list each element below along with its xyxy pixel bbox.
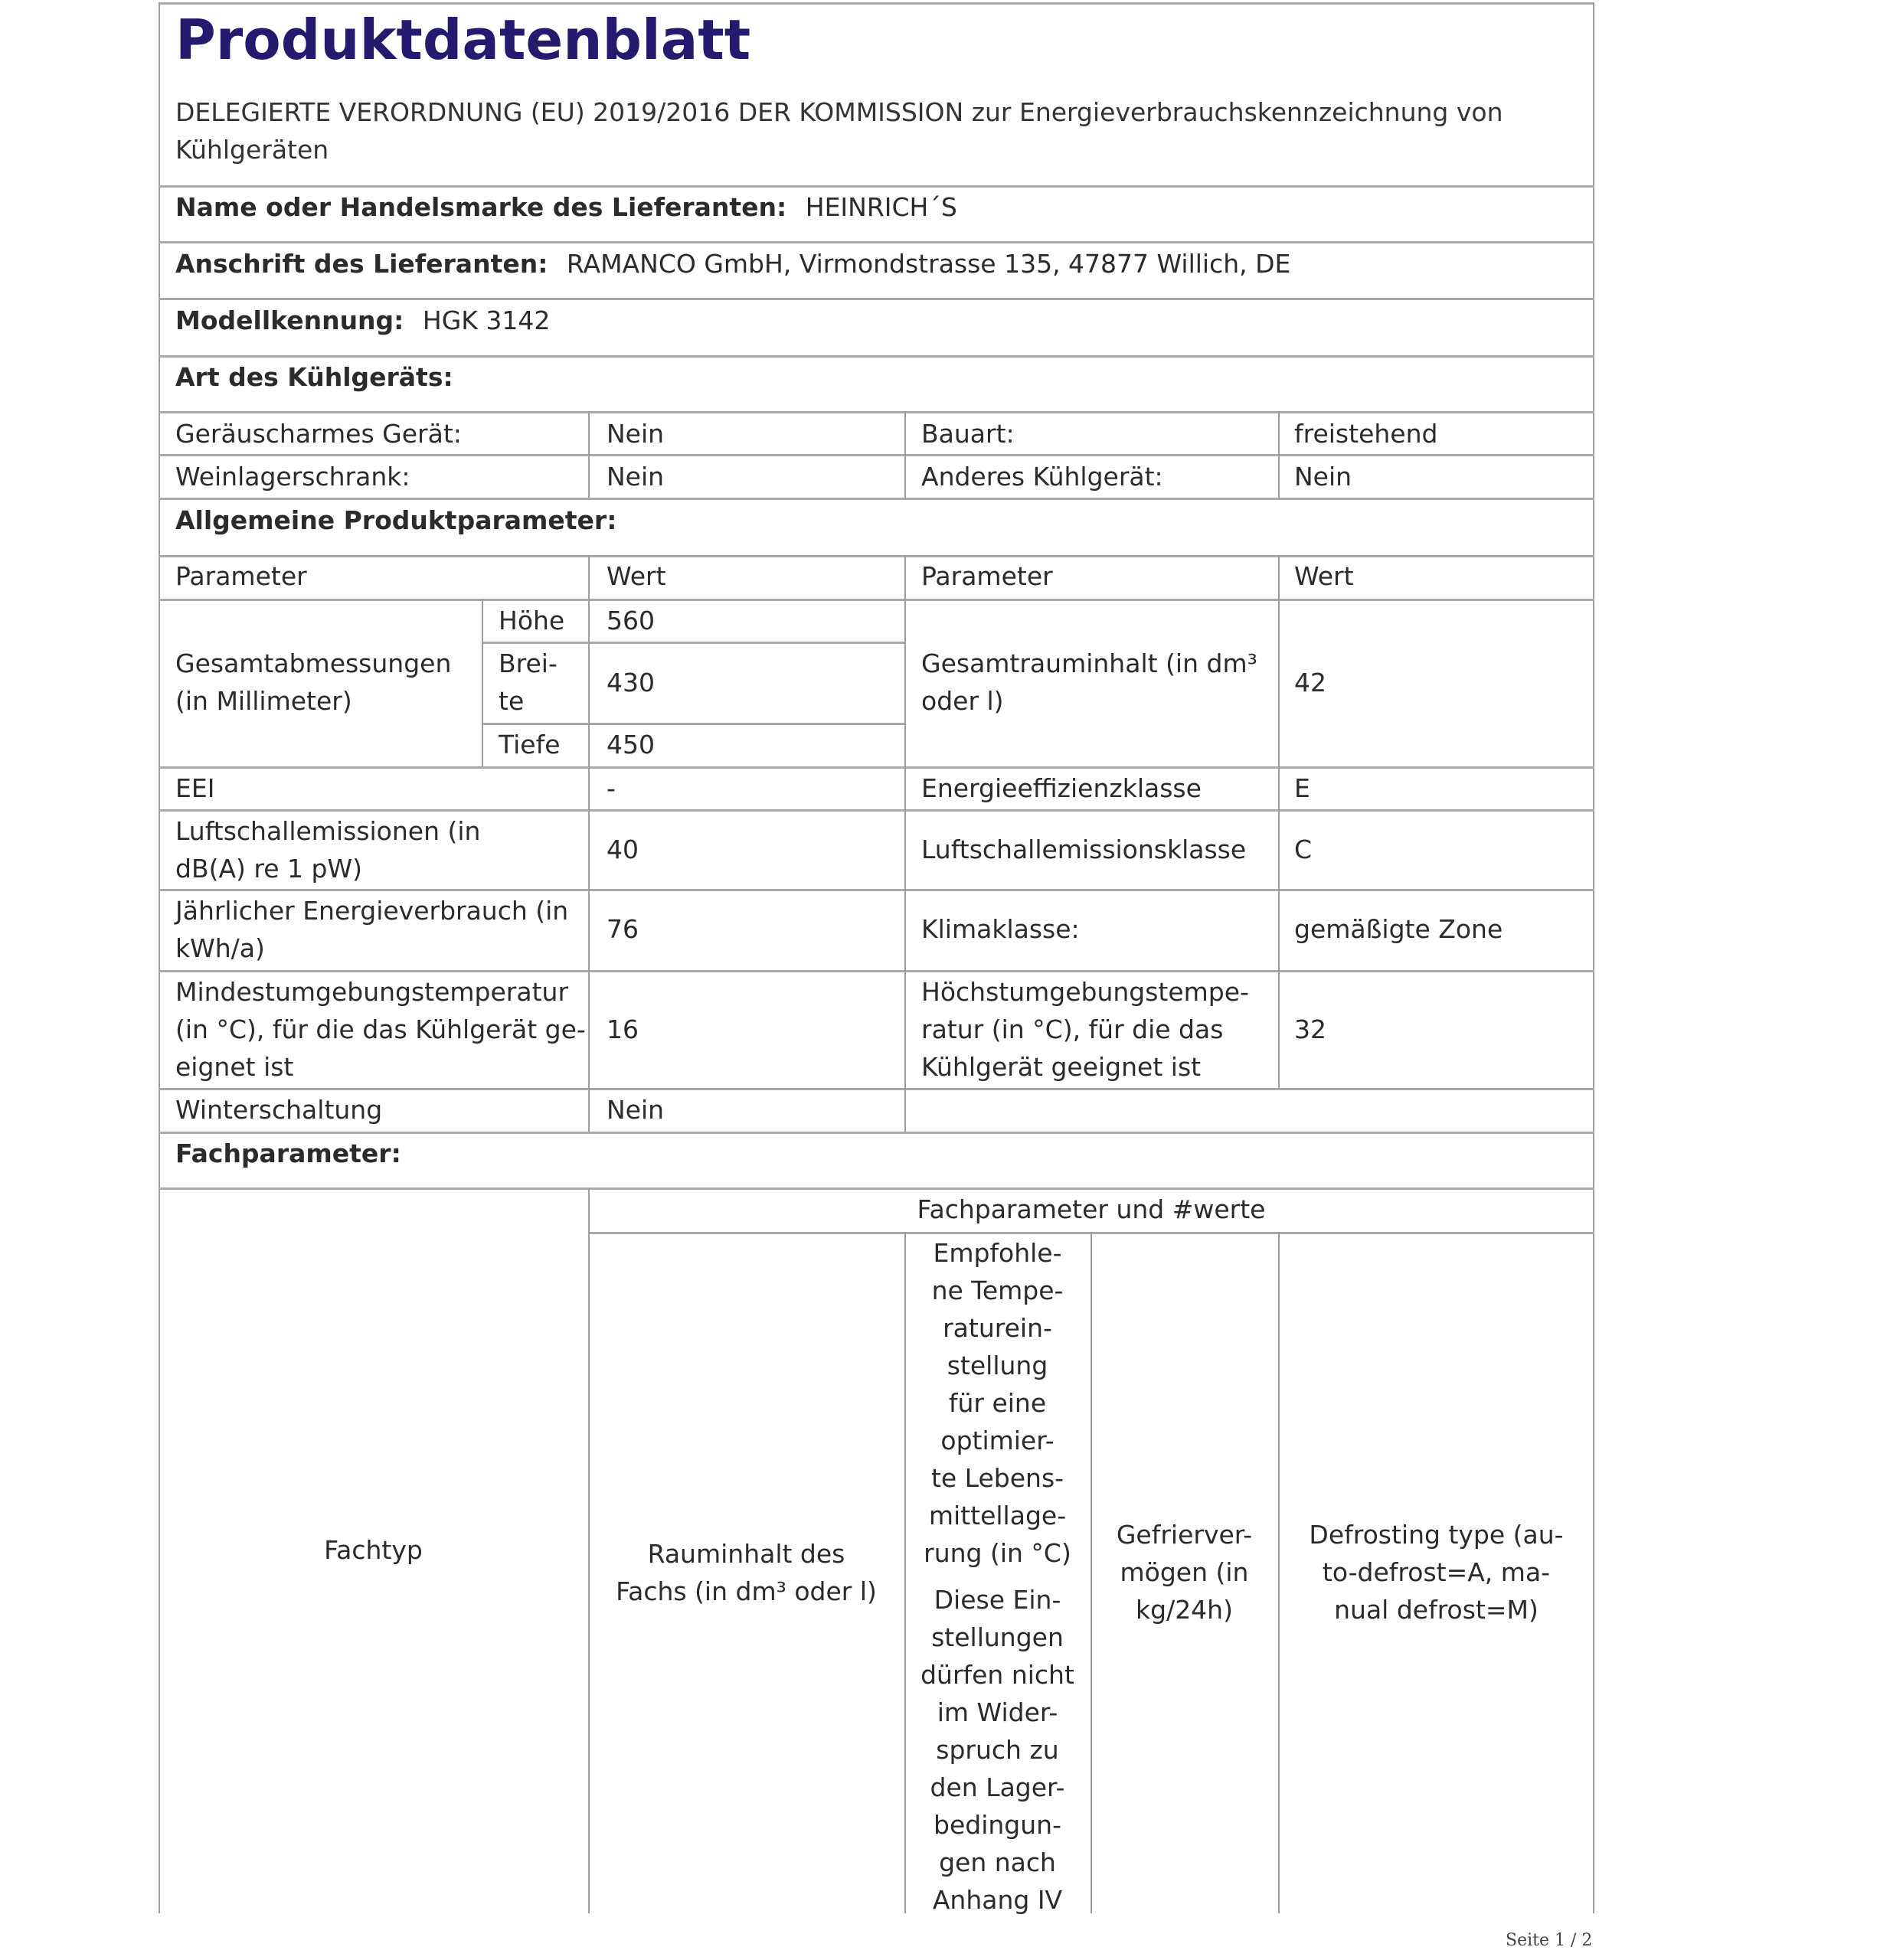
- model-label: Modellkennung:: [175, 305, 404, 335]
- temp-note-line: spruch zu: [936, 1735, 1059, 1765]
- col-divider: [904, 411, 906, 498]
- compartment-group-header: Fachparameter und #werte: [917, 1194, 1266, 1224]
- subtitle-line-1: DELEGIERTE VERORDNUNG (EU) 2019/2016 DER KOMMISSION zur Energieverbrauchskennzeichnung von: [175, 97, 1503, 127]
- divider: [159, 970, 1594, 972]
- col-divider: [482, 599, 483, 766]
- min-temp-label-line-2: (in °C), für die das Kühlgerät ge-: [175, 1014, 586, 1044]
- volume-label: [921, 645, 1257, 720]
- energy-label: [175, 892, 568, 967]
- other-appliance-value: Nein: [1294, 462, 1352, 492]
- min-temp-label: [175, 973, 586, 1086]
- divider: [159, 411, 1594, 413]
- max-temp-label-line-3: Kühlgerät geeignet ist: [921, 1052, 1202, 1082]
- temp-line: ne Tempe-: [931, 1276, 1064, 1305]
- supplier-address-value: RAMANCO GmbH, Virmondstrasse 135, 47877 Willich, DE: [566, 249, 1291, 279]
- width-label: [499, 645, 558, 720]
- divider: [159, 241, 1594, 243]
- noise-value: 40: [607, 835, 639, 864]
- col-compartment-volume: [588, 1535, 904, 1610]
- freeze-line: mögen (in: [1120, 1557, 1249, 1587]
- divider: [159, 599, 1594, 601]
- col-header-value: Wert: [607, 561, 666, 591]
- min-temp-label-line-1: Mindestumgebungstemperatur: [175, 977, 569, 1007]
- col-divider: [1278, 555, 1280, 1088]
- noise-label-line-2: dB(A) re 1 pW): [175, 854, 362, 884]
- low-noise-label: Geräuscharmes Gerät:: [175, 419, 462, 449]
- dimensions-label: [175, 645, 451, 720]
- design-value: freistehend: [1294, 419, 1438, 449]
- col-recommended-temp: [904, 1234, 1091, 1919]
- divider: [482, 642, 904, 644]
- temp-note-line: im Wider-: [937, 1697, 1058, 1727]
- temp-line: für eine: [948, 1388, 1047, 1418]
- divider: [482, 723, 904, 725]
- temp-line: raturein-: [943, 1313, 1052, 1343]
- divider: [159, 1132, 1594, 1134]
- col-freezing-capacity: [1091, 1516, 1278, 1628]
- max-temp-label-line-2: ratur (in °C), für die das: [921, 1014, 1224, 1044]
- col-header-parameter: Parameter: [175, 561, 307, 591]
- temp-line: mittellage-: [928, 1501, 1067, 1530]
- temp-note-line: dürfen nicht: [920, 1660, 1074, 1690]
- model-value: HGK 3142: [422, 305, 551, 335]
- divider: [159, 185, 1594, 188]
- temp-note-line: gen nach: [939, 1847, 1056, 1877]
- wine-cabinet-value: Nein: [607, 462, 665, 492]
- volume-value: 42: [1294, 668, 1326, 697]
- min-temp-label-line-3: eignet ist: [175, 1052, 294, 1082]
- compartment-volume-line-1: Rauminhalt des: [647, 1539, 845, 1569]
- divider: [159, 766, 1594, 769]
- low-noise-value: Nein: [607, 419, 665, 449]
- width-label-line-2: te: [499, 686, 525, 716]
- height-label: Höhe: [499, 606, 565, 635]
- supplier-name-value: HEINRICH´S: [805, 192, 957, 222]
- page-number: Seite 1 / 2: [1506, 1931, 1593, 1950]
- noise-label: [175, 812, 480, 887]
- col-compartment-type: Fachtyp: [324, 1535, 423, 1565]
- compartment-volume-line-2: Fachs (in dm³ oder l): [616, 1576, 877, 1606]
- frame-left: [159, 2, 160, 1913]
- winter-value: Nein: [607, 1095, 665, 1125]
- divider: [159, 1187, 1594, 1190]
- frame-top: [159, 2, 1594, 5]
- subtitle-line-2: Kühlgeräten: [175, 135, 329, 165]
- supplier-name-row: [175, 188, 957, 226]
- col-header-parameter-2: Parameter: [921, 561, 1053, 591]
- efficiency-class-value: E: [1294, 773, 1310, 803]
- freeze-line: Gefrierver-: [1116, 1520, 1253, 1550]
- winter-label: Winterschaltung: [175, 1095, 383, 1125]
- eei-label: EEI: [175, 773, 215, 803]
- divider: [159, 454, 1594, 456]
- wine-cabinet-label: Weinlagerschrank:: [175, 462, 410, 492]
- device-type-heading: Art des Kühlgeräts:: [175, 362, 453, 392]
- max-temp-label: [921, 973, 1249, 1086]
- divider: [159, 298, 1594, 300]
- page-title: Produktdatenblatt: [175, 8, 751, 72]
- efficiency-class-label: Energieeffizienzklasse: [921, 773, 1202, 803]
- temp-note-line: Diese Ein-: [934, 1585, 1061, 1615]
- temp-note-line: stellungen: [931, 1622, 1064, 1652]
- max-temp-label-line-1: Höchstumgebungstempe-: [921, 977, 1249, 1007]
- temp-line: stellung: [947, 1351, 1048, 1380]
- supplier-address-row: [175, 245, 1290, 283]
- dimensions-label-line-1: Gesamtabmessungen: [175, 648, 452, 678]
- defrost-line: to-defrost=A, ma-: [1322, 1557, 1551, 1587]
- temp-line: te Lebens-: [930, 1463, 1064, 1493]
- freeze-line: kg/24h): [1136, 1595, 1233, 1625]
- col-divider: [1278, 411, 1280, 498]
- energy-label-line-2: kWh/a): [175, 933, 265, 963]
- noise-class-label: Luftschallemissionsklasse: [921, 835, 1247, 864]
- climate-label: Klimaklasse:: [921, 914, 1080, 944]
- temp-line: optimier-: [940, 1426, 1055, 1455]
- col-divider: [588, 555, 590, 1132]
- divider: [159, 498, 1594, 500]
- general-heading: Allgemeine Produktparameter:: [175, 505, 617, 535]
- divider: [159, 1088, 1594, 1090]
- col-header-value-2: Wert: [1294, 561, 1354, 591]
- noise-class-value: C: [1294, 835, 1313, 864]
- climate-value: gemäßigte Zone: [1294, 914, 1503, 944]
- energy-label-line-1: Jährlicher Energieverbrauch (in: [175, 896, 569, 926]
- volume-label-line-2: oder l): [921, 686, 1004, 716]
- divider: [159, 809, 1594, 812]
- dimensions-label-line-2: (in Millimeter): [175, 686, 352, 716]
- divider: [159, 355, 1594, 358]
- noise-label-line-1: Luftschallemissionen (in: [175, 816, 481, 846]
- defrost-line: nual defrost=M): [1334, 1595, 1538, 1625]
- col-divider: [588, 411, 590, 498]
- temp-note-line: bedingun-: [934, 1810, 1061, 1840]
- min-temp-value: 16: [607, 1014, 639, 1044]
- other-appliance-label: Anderes Kühlgerät:: [921, 462, 1163, 492]
- regulation-subtitle: [175, 93, 1554, 168]
- supplier-name-label: Name oder Handelsmarke des Lieferanten:: [175, 192, 787, 222]
- compartment-heading: Fachparameter:: [175, 1138, 401, 1168]
- height-value: 560: [607, 606, 655, 635]
- energy-value: 76: [607, 914, 639, 944]
- temp-note-line: Anhang IV: [932, 1885, 1063, 1915]
- design-label: Bauart:: [921, 419, 1015, 449]
- volume-label-line-1: Gesamtrauminhalt (in dm³: [921, 648, 1257, 678]
- depth-value: 450: [607, 730, 655, 760]
- max-temp-value: 32: [1294, 1014, 1326, 1044]
- col-defrosting-type: [1278, 1516, 1594, 1628]
- temp-note-line: den Lager-: [930, 1772, 1065, 1802]
- width-value: 430: [607, 668, 655, 697]
- col-divider: [904, 555, 906, 1132]
- depth-label: Tiefe: [499, 730, 561, 760]
- divider: [159, 889, 1594, 891]
- eei-value: -: [607, 773, 616, 803]
- supplier-address-label: Anschrift des Lieferanten:: [175, 249, 548, 279]
- defrost-line: Defrosting type (au-: [1309, 1520, 1564, 1550]
- model-row: [175, 302, 550, 339]
- temp-line: Empfohle-: [933, 1238, 1062, 1268]
- width-label-line-1: Brei-: [499, 648, 558, 678]
- temp-line: rung (in °C): [924, 1538, 1071, 1568]
- divider: [159, 555, 1594, 557]
